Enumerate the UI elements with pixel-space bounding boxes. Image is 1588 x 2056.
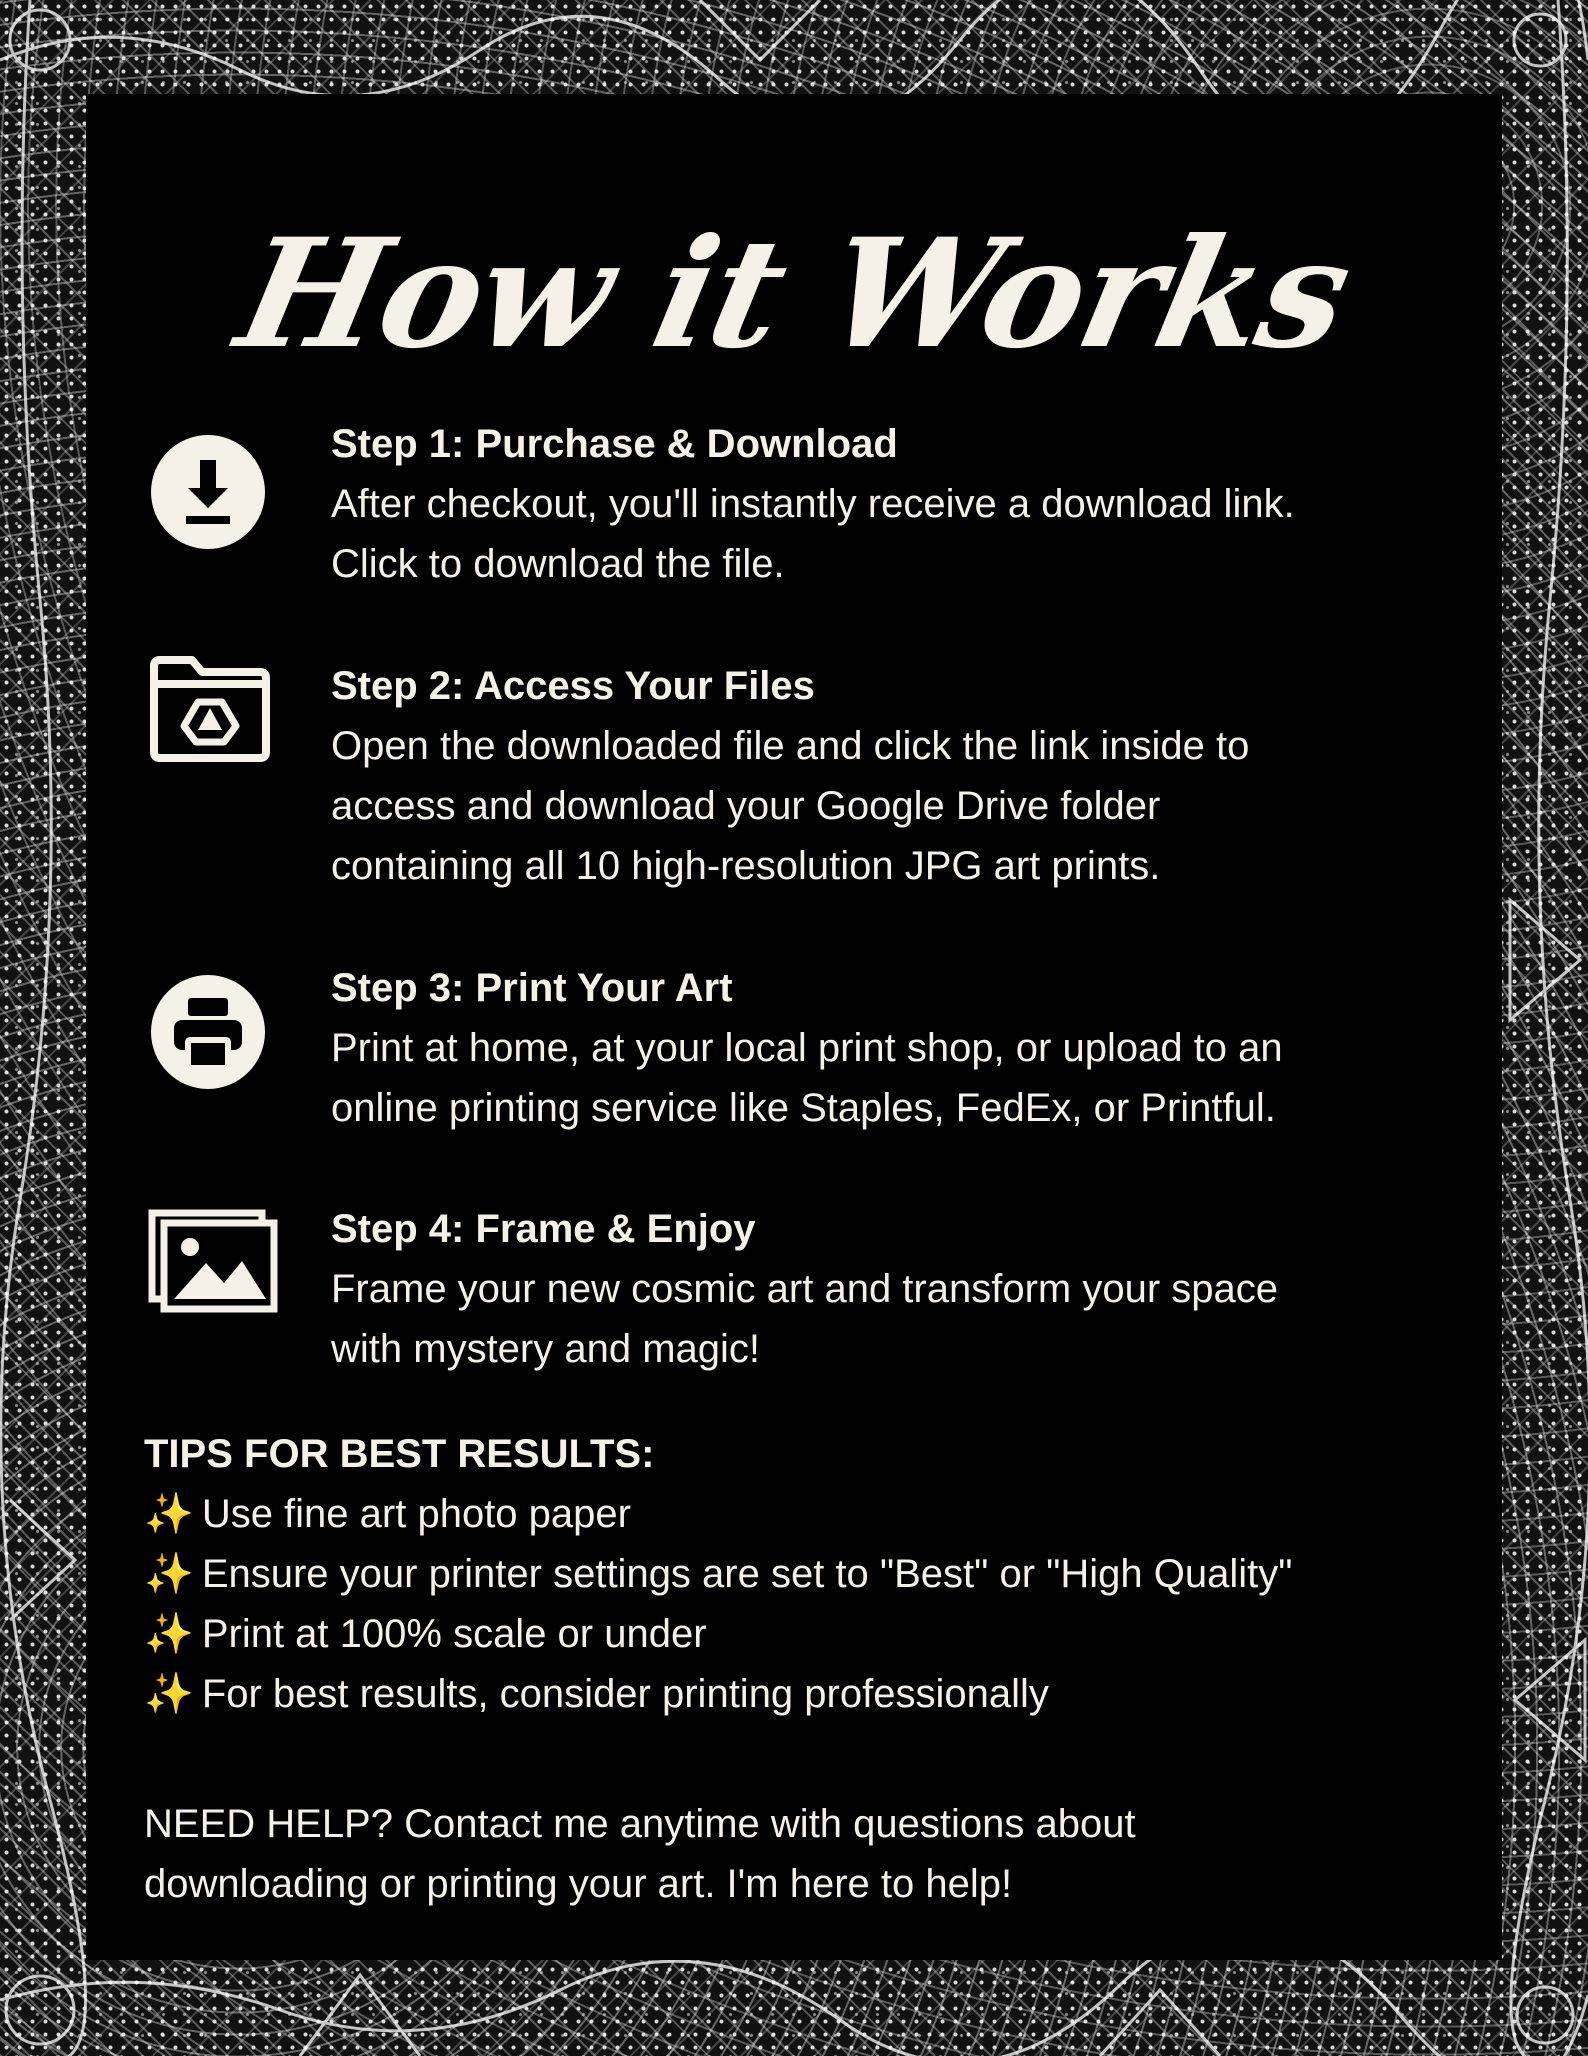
step-4-text <box>331 1199 1461 1379</box>
printer-circle-icon <box>148 972 268 1092</box>
step-1-text <box>331 414 1461 594</box>
step-2-description-line: Open the downloaded file and click the link inside to <box>331 724 1250 768</box>
step-1-description-line: After checkout, you'll instantly receive a download link. <box>331 482 1295 526</box>
tip-text: For best results, consider printing professionally <box>201 1672 1049 1716</box>
step-2-text <box>331 656 1461 896</box>
download-circle-icon <box>148 432 268 552</box>
tip-item <box>144 1544 1474 1604</box>
tip-item <box>144 1604 1474 1664</box>
instructions-panel <box>86 94 1502 1960</box>
sparkle-icon: ✨ <box>144 1612 194 1656</box>
tip-item <box>144 1484 1474 1544</box>
step-3-title: Step 3: Print Your Art <box>331 966 733 1010</box>
step-2-description-line: containing all 10 high-resolution JPG art prints. <box>331 844 1161 888</box>
help-text-line: NEED HELP? Contact me anytime with questions about <box>144 1802 1136 1846</box>
tip-text: Ensure your printer settings are set to "Best" or "High Quality" <box>201 1552 1293 1596</box>
sparkle-icon: ✨ <box>144 1672 194 1716</box>
tips-section <box>144 1424 1474 1724</box>
step-3-description-line: online printing service like Staples, FedEx, or Printful. <box>331 1086 1276 1130</box>
sparkle-icon: ✨ <box>144 1552 194 1596</box>
sparkle-icon: ✨ <box>144 1492 194 1536</box>
step-3-description-line: Print at home, at your local print shop, or upload to an <box>331 1026 1283 1070</box>
step-4-title: Step 4: Frame & Enjoy <box>331 1207 756 1251</box>
step-4-description-line: with mystery and magic! <box>331 1327 761 1371</box>
tip-text: Use fine art photo paper <box>201 1492 631 1536</box>
tips-heading: TIPS FOR BEST RESULTS: <box>144 1432 655 1476</box>
step-1-title: Step 1: Purchase & Download <box>331 422 898 466</box>
tip-text: Print at 100% scale or under <box>201 1612 707 1656</box>
image-gallery-icon <box>148 1209 278 1329</box>
step-2-title: Step 2: Access Your Files <box>331 664 815 708</box>
step-3-text <box>331 958 1461 1138</box>
step-4-description-line: Frame your new cosmic art and transform your space <box>331 1267 1279 1311</box>
page-title: How it Works <box>224 206 1364 382</box>
step-1-description-line: Click to download the file. <box>331 542 785 586</box>
google-drive-folder-icon <box>148 656 268 776</box>
help-text-line: downloading or printing your art. I'm here to help! <box>144 1862 1013 1906</box>
help-section <box>144 1794 1474 1914</box>
step-2-description-line: access and download your Google Drive folder <box>331 784 1161 828</box>
tip-item <box>144 1664 1474 1724</box>
